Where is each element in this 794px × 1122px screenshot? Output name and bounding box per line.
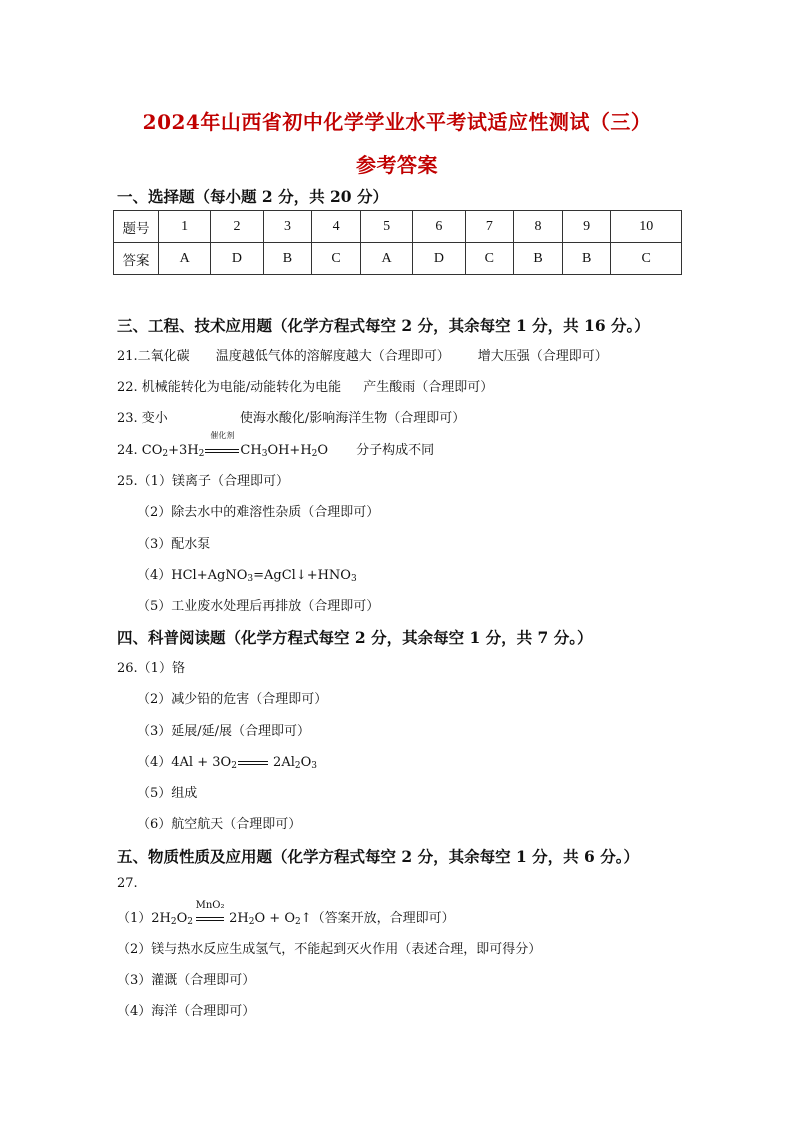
table-cell: A [159, 243, 211, 275]
answer-22-a: 22. 机械能转化为电能/动能转化为电能 [117, 380, 342, 395]
table-cell: B [514, 243, 563, 275]
answer-26-1: 26.（1）铬 [117, 661, 185, 676]
catalyst-equals-sign: 催化剂 [204, 443, 240, 458]
answer-27: 27. [117, 876, 138, 891]
table-cell: A [360, 243, 412, 275]
answer-22-b: 产生酸雨（合理即可） [363, 380, 494, 395]
table-cell: 4 [312, 211, 361, 243]
answer-21 [117, 345, 608, 364]
answer-24-formula: 24. $CO_2+3H_2$ 催化剂 $CH_3OH+H_2O$ [117, 431, 329, 459]
table-cell: 5 [360, 211, 412, 243]
table-cell: B [263, 243, 312, 275]
table-cell: C [312, 243, 361, 275]
answer-23-a: 23. 变小 [117, 411, 168, 426]
answer-25-2: （2）除去水中的难溶性杂质（合理即可） [137, 505, 380, 520]
table-row-numbers [114, 211, 682, 243]
page-title: 2024年山西省初中化学学业水平考试适应性测试（三） [142, 110, 652, 134]
answer-25-4: $(4)HCl+AgNO_3=AgCl↓+HNO_3$ [137, 568, 357, 584]
table-cell: 3 [263, 211, 312, 243]
table-cell: D [211, 243, 263, 275]
table-row-answers [114, 243, 682, 275]
table-cell: C [465, 243, 514, 275]
table-cell: 8 [514, 211, 563, 243]
answer-27-3: （3）灌溉（合理即可） [117, 973, 256, 988]
answer-21-b: 温度越低气体的溶解度越大（合理即可） [215, 349, 450, 364]
answer-21-c: 增大压强（合理即可） [477, 349, 608, 364]
row-label-answer: 答案 [114, 243, 159, 275]
answer-27-4: （4）海洋（合理即可） [117, 1004, 256, 1019]
answer-26-5: （5）组成 [137, 786, 198, 801]
answer-21-a: 21.二氧化碳 [117, 349, 190, 364]
answer-25-5: （5）工业废水处理后再排放（合理即可） [137, 599, 380, 614]
section4-heading: 四、科普阅读题（化学方程式每空 2 分，其余每空 1 分，共 7 分。） [117, 628, 593, 647]
answer-27-2: （2）镁与热水反应生成氢气，不能起到灭火作用（表述合理，即可得分） [117, 942, 542, 957]
section1-heading: 一、选择题（每小题 2 分，共 20 分） [117, 187, 388, 206]
answer-23 [117, 407, 465, 426]
answer-26-6: （6）航空航天（合理即可） [137, 817, 302, 832]
table-cell: B [562, 243, 611, 275]
section3-heading: 三、工程、技术应用题（化学方程式每空 2 分，其余每空 1 分，共 16 分。） [117, 316, 650, 335]
answer-24-note: 分子构成不同 [356, 443, 435, 458]
answer-24 [117, 431, 435, 459]
equals-sign [237, 755, 269, 770]
table-cell: 7 [465, 211, 514, 243]
row-label-number: 题号 [114, 211, 159, 243]
answer-26-4: $(4)4Al + 3O_2$ $2Al_2O_3$ [137, 755, 318, 771]
answer-26-2: （2）减少铅的危害（合理即可） [137, 692, 328, 707]
table-cell: 10 [611, 211, 682, 243]
table-cell: D [413, 243, 465, 275]
table-cell: 2 [211, 211, 263, 243]
catalyst-equals-sign: MnO₂ [195, 911, 225, 926]
page-subtitle: 参考答案 [356, 153, 438, 177]
answer-25-3: （3）配水泵 [137, 537, 211, 552]
table-cell: 6 [413, 211, 465, 243]
answer-25-1: 25.（1）镁离子（合理即可） [117, 474, 289, 489]
answer-23-b: 使海水酸化/影响海洋生物（合理即可） [239, 411, 466, 426]
answer-27-1: $(1)2H_2O_2$ MnO₂ $2H_2O$ + $O_2↑$（答案开放，合理即可） [117, 900, 455, 927]
answer-26-3: （3）延展/延/展（合理即可） [137, 724, 311, 739]
section5-heading: 五、物质性质及应用题（化学方程式每空 2 分，其余每空 1 分，共 6 分。） [117, 847, 639, 866]
table-cell: C [611, 243, 682, 275]
table-cell: 1 [159, 211, 211, 243]
answer-table [113, 210, 682, 275]
table-cell: 9 [562, 211, 611, 243]
answer-22 [117, 376, 493, 395]
